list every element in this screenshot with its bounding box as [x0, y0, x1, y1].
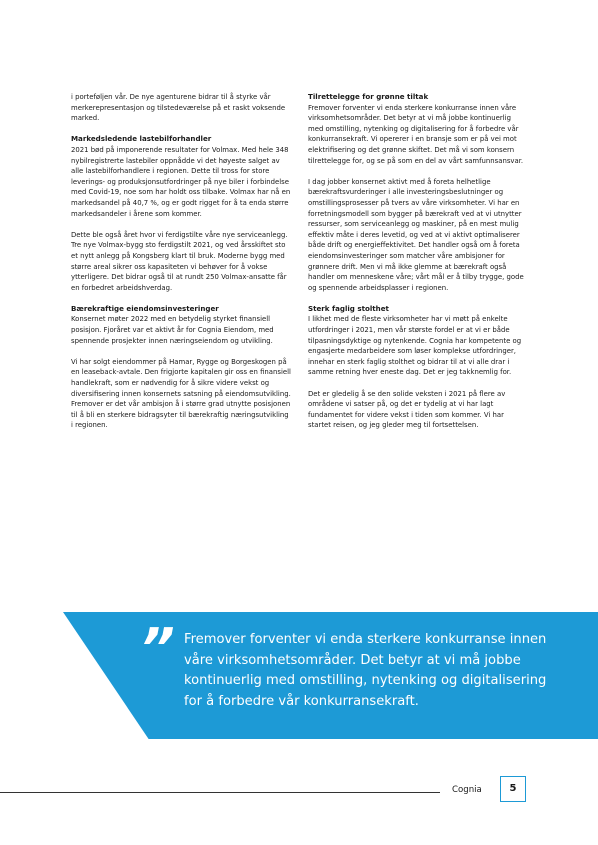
- body-paragraph: Vi har solgt eiendommer på Hamar, Rygge og Borgeskogen på en leaseback-avtale. Den frigjorte kapitalen gir oss en finansiell handlekraft, som er nødvendig for å sikre videre vekst og diversifisering innen konsernets satsning på eiendomsutvikling. Fremover er det vår ambisjon å i større grad utnytte posisjonen til å bli en sterkere bidragsyter til bærekraftig næringsutvikling i regionen.: [71, 357, 291, 430]
- quote-mark-icon: ”: [140, 617, 171, 680]
- section-heading-gronne-tiltak: Tilrettelegge for grønne tiltak: [308, 92, 429, 101]
- body-paragraph: 2021 bød på imponerende resultater for Volmax. Med hele 348 nybilregistrerte lastebiler oppnådde vi det høyeste salget av alle lastebilforhandlere i regionen. Dette til tross for store leverings- og produksjonsutfordringer på nye biler i forbindelse med Covid-19, noe som har holdt oss tilbake. Volmax har nå en markedsandel på 40,7 %, og er godt rigget for å ta enda større markedsandeler i årene som kommer.: [71, 145, 291, 218]
- left-column: [71, 92, 291, 442]
- pull-quote-text: Fremover forventer vi enda sterkere konkurranse innen våre virksomhetsområder. Det betyr at vi må jobbe kontinuerlig med omstilling, nytenking og digitalisering for å forbedre vår konkurransekraft.: [184, 632, 547, 709]
- intro-paragraph: i porteføljen vår. De nye agenturene bidrar til å styrke vår merkerepresentasjon og tilstedeværelse på et raskt voksende marked.: [71, 93, 286, 123]
- footer-brand: Cognia: [452, 785, 482, 795]
- body-paragraph: Konsernet møter 2022 med en betydelig styrket finansiell posisjon. Fjoråret var et aktivt år for Cognia Eiendom, med spennende prosjekter innen næringseiendom og utvikling.: [71, 315, 274, 345]
- section-heading-eiendomsinvesteringer: Bærekraftige eiendomsinvesteringer: [71, 303, 219, 313]
- body-paragraph: I likhet med de fleste virksomheter har vi møtt på enkelte utfordringer i 2021, men vår største fordel er at vi er både tilpasningsdyktige og nytenkende. Cognia har kompetente og engasjerte medarbeidere som løser komplekse utfordringer, innehar en sterk faglig stolthet og bidrar til at vi alle drar i samme retning hver eneste dag. Det er jeg takknemlig for.: [308, 315, 522, 377]
- page-number: 5: [500, 776, 526, 802]
- footer-divider: [0, 792, 440, 793]
- right-column: [308, 92, 528, 442]
- section-heading-lastebilforhandler: Markedsledende lastebilforhandler: [71, 134, 212, 144]
- body-paragraph: Det er gledelig å se den solide veksten i 2021 på flere av områdene vi satser på, og det er tydelig at vi har lagt fundamentet for videre vekst i tiden som kommer. Vi har startet reisen, og jeg gleder meg til fortsettelsen.: [308, 389, 506, 430]
- body-paragraph: Fremover forventer vi enda sterkere konkurranse innen våre virksomhetsområder. Det betyr at vi må jobbe kontinuerlig med omstilling, nytenking og digitalisering for å forbedre vår konkurransekraft. Vi opererer i en bransje som er på vei mot elektrifisering og det grønne skiftet. Det må vi som konsern tilrettelegge for, og se på som en del av vårt samfunnsansvar.: [308, 103, 524, 165]
- body-paragraph: Dette ble også året hvor vi ferdigstilte våre nye serviceanlegg. Tre nye Volmax-bygg sto ferdigstilt 2021, og ved årsskiftet sto et nytt anlegg på Kongsberg klart til bruk. Moderne bygg med større areal sikrer oss kapasiteten vi behøver for å vokse ytterligere. Det bidrar også til at rundt 250 Volmax-ansatte får en forbedret arbeidshverdag.: [71, 230, 288, 292]
- section-heading-faglig-stolthet: Sterk faglig stolthet: [308, 303, 389, 313]
- body-paragraph: I dag jobber konsernet aktivt med å foreta helhetlige bærekraftsvurderinger i alle investeringsbeslutninger og omstillingsprosesser på tvers av våre virksomheter. Vi har en forretningsmodell som bygger på bærekraft ved at vi utnytter ressurser, som serviceanlegg og maskiner, på en mest mulig effektiv måte i deres levetid, og ved at vi aktivt optimaliserer både drift og energieffektivitet. Det handler også om å foreta eiendomsinvesteringer som matcher våre ambisjoner for grønnere drift. Men vi må ikke glemme at bærekraft også handler om menneskene våre; vårt mål er å tilby trygge, gode og spennende arbeidsplasser i regionen.: [308, 177, 524, 292]
